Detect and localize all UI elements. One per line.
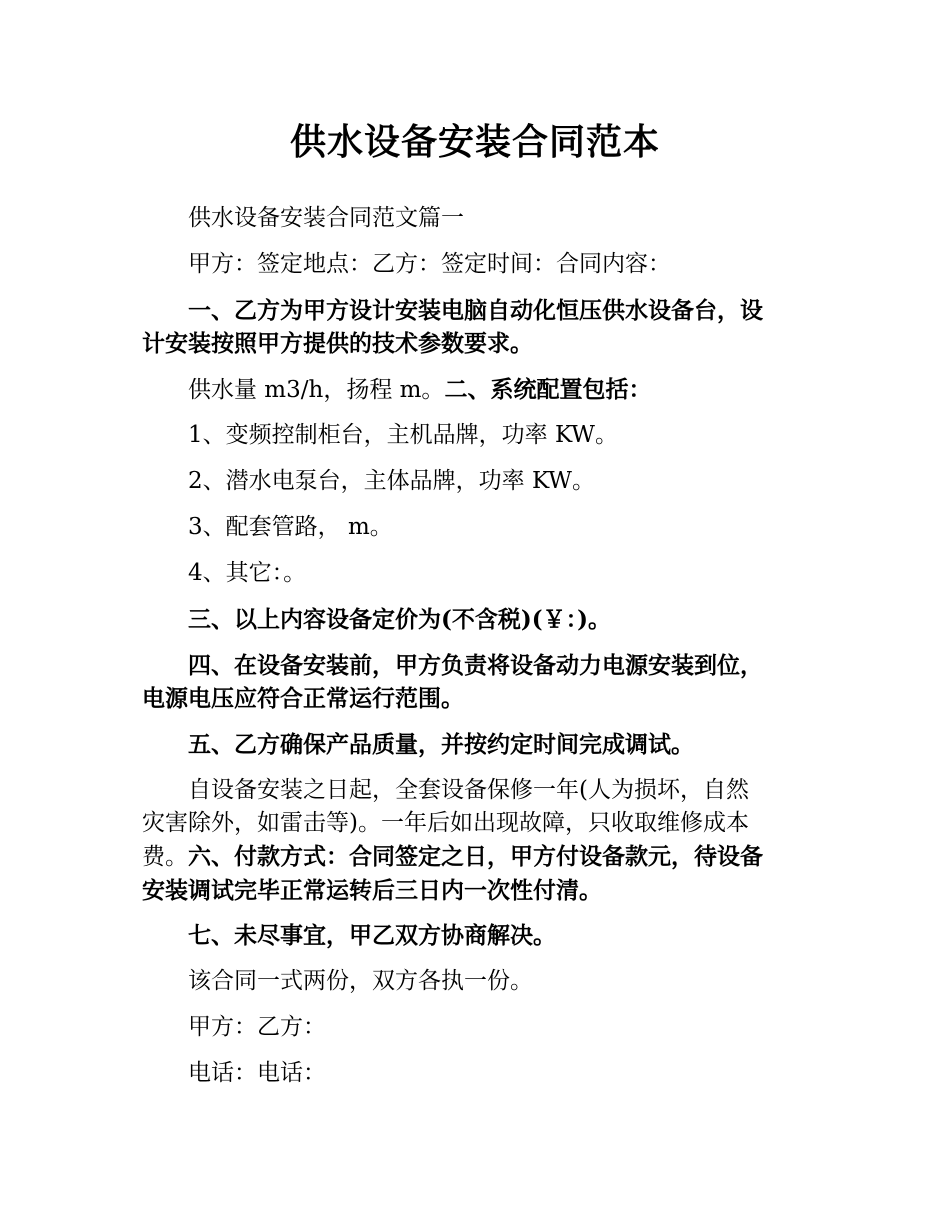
clause-6-heading: 六、付款方式：合同签定之日，甲方付设备款元，待设备 [188, 843, 763, 870]
paragraph-water-supply [142, 373, 814, 419]
config-item-4: 4、其它：。 [188, 560, 307, 586]
clause-2-heading: 二、系统配置包括： [444, 376, 652, 403]
config-item-1: 1、变频控制柜台，主机品牌，功率 KW。 [188, 422, 618, 448]
warranty-line-3 [142, 840, 814, 874]
paragraph-warranty [142, 774, 814, 919]
document-title: 供水设备安装合同范本 [289, 121, 660, 163]
clause-6-line-2: 安装调试完毕正常运转后三日内一次性付清。 [142, 877, 602, 904]
paragraph-intro: 供水设备安装合同范文篇一 [188, 205, 464, 231]
signature-parties: 甲方：乙方： [188, 1014, 326, 1040]
paragraph-clause-5: 五、乙方确保产品质量，并按约定时间完成调试。 [188, 731, 694, 758]
clause-4-line-2: 电源电压应符合正常运行范围。 [142, 685, 464, 712]
water-supply-spec: 供水量 m3/h，扬程 m。 [188, 377, 445, 403]
paragraph-clause-4 [142, 649, 814, 728]
document-body [142, 202, 814, 1103]
warranty-line-2: 灾害除外，如雷击等)。一年后如出现故障，只收取维修成本 [142, 810, 749, 836]
warranty-line-3-text: 费。 [142, 844, 188, 870]
config-item-2: 2、潜水电泵台，主体品牌，功率 KW。 [188, 468, 595, 494]
paragraph-clause-7: 七、未尽事宜，甲乙双方协商解决。 [188, 922, 556, 949]
clause-4-line-1: 四、在设备安装前，甲方负责将设备动力电源安装到位， [188, 652, 763, 679]
clause-1-line-1: 一、乙方为甲方设计安装电脑自动化恒压供水设备台，设 [188, 297, 763, 324]
warranty-line-1: 自设备安装之日起，全套设备保修一年(人为损坏，自然 [188, 777, 749, 803]
paragraph-clause-1 [142, 294, 814, 373]
paragraph-parties: 甲方：签定地点：乙方：签定时间：合同内容： [188, 251, 671, 277]
signature-phones: 电话：电话： [188, 1060, 326, 1086]
paragraph-clause-3: 三、以上内容设备定价为(不含税)(￥：)。 [188, 606, 612, 633]
clause-1-line-2: 计安装按照甲方提供的技术参数要求。 [142, 330, 533, 357]
config-item-3: 3、配套管路， m。 [188, 514, 393, 540]
paragraph-copies: 该合同一式两份，双方各执一份。 [188, 968, 533, 994]
